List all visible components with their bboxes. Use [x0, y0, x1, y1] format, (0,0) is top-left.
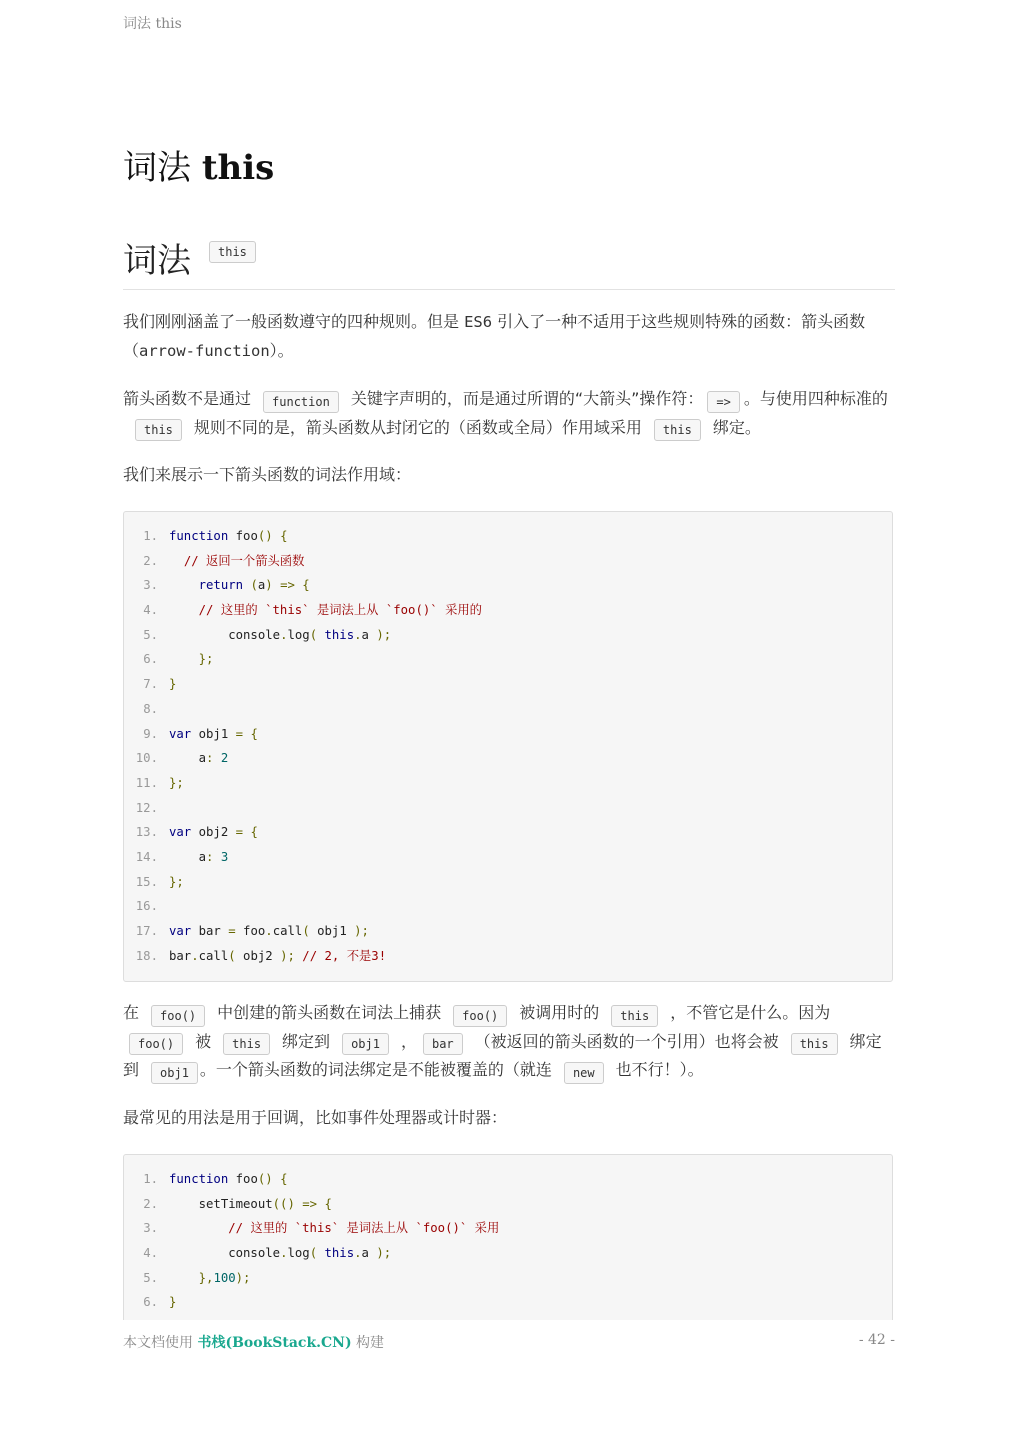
code-line: [124, 894, 892, 919]
line-number: 11.: [135, 775, 158, 790]
code-line: [124, 771, 892, 796]
code-text: var bar = foo.call( obj1 );: [169, 924, 369, 938]
code-line: [124, 524, 892, 549]
line-number: 5.: [143, 1270, 158, 1285]
inline-code: this: [654, 419, 701, 441]
section-heading-text: 词法: [123, 241, 191, 281]
code-line: [124, 647, 892, 672]
line-number: 3.: [143, 578, 158, 593]
line-number: 14.: [135, 849, 158, 864]
code-text: console.log( this.a );: [169, 1246, 392, 1261]
code-line: [124, 549, 892, 574]
code-block: [123, 1154, 893, 1320]
line-number: 9.: [143, 726, 158, 741]
line-number: 17.: [135, 924, 158, 938]
line-number: 7.: [143, 677, 158, 692]
line-number: 6.: [143, 652, 158, 667]
code-line: [124, 672, 892, 697]
code-line: [124, 1216, 892, 1241]
line-number: 18.: [135, 948, 158, 963]
inline-code: this: [223, 1033, 270, 1055]
code-text: };: [198, 652, 214, 667]
code-line: [124, 1167, 892, 1192]
inline-code: =>: [707, 391, 739, 413]
code-line: [124, 870, 892, 895]
code-text: bar.call( obj2 ); // 2, 不是3!: [169, 948, 387, 963]
code-text: var obj1 = {: [169, 726, 258, 741]
line-number: 2.: [143, 553, 158, 568]
line-number: 12.: [135, 800, 158, 815]
inline-code: new: [564, 1062, 604, 1084]
inline-code: foo(): [151, 1005, 205, 1027]
bookstack-link[interactable]: 书栈(BookStack.CN): [197, 1335, 352, 1351]
line-number: 6.: [143, 1295, 158, 1310]
code-text: a: 2: [169, 751, 229, 766]
code-line: [124, 1241, 892, 1266]
code-line: [124, 573, 892, 598]
code-line: [124, 697, 892, 722]
paragraph-capture: 在 foo() 中创建的箭头函数在词法上捕获 foo() 被调用时的 this ，不管它是什么。因为foo() 被 this 绑定到 obj1 ， bar （被返回的箭头函数的一个引用）也将会被 this 绑定到 obj1 。一个箭头函数的词法绑定是不能被覆盖的（就连 new 也不行！）。: [123, 999, 895, 1085]
code-text: // 返回一个箭头函数: [183, 553, 305, 568]
code-line: [124, 1290, 892, 1315]
paragraph-callback: 最常见的用法是用于回调，比如事件处理器或计时器：: [123, 1108, 508, 1127]
code-line: [124, 1266, 892, 1291]
line-number: 10.: [135, 751, 158, 766]
code-text: console.log( this.a );: [169, 627, 392, 642]
inline-code: bar: [423, 1033, 463, 1055]
code-text: }: [169, 677, 177, 692]
code-line: [124, 1192, 892, 1217]
line-number: 2.: [143, 1196, 158, 1211]
line-number: 5.: [143, 627, 158, 642]
inline-code: function: [263, 391, 339, 413]
line-number: 16.: [135, 899, 158, 914]
code-text: },100);: [198, 1270, 251, 1285]
code-text: var obj2 = {: [169, 825, 258, 840]
code-text: function foo() {: [169, 1172, 288, 1186]
code-line: [124, 796, 892, 821]
footer-credit: 本文档使用 书栈(BookStack.CN) 构建: [123, 1335, 385, 1351]
line-number: 13.: [135, 825, 158, 840]
line-number: 3.: [143, 1221, 158, 1236]
code-text: };: [169, 874, 184, 889]
code-text: }: [169, 1295, 177, 1310]
code-line: [124, 944, 892, 969]
line-number: 1.: [143, 1172, 158, 1186]
code-line: [124, 746, 892, 771]
paragraph-demo-intro: 我们来展示一下箭头函数的词法作用域：: [123, 465, 412, 484]
code-text: };: [169, 775, 184, 790]
line-number: 4.: [143, 603, 158, 618]
paragraph-intro: 我们刚刚涵盖了一般函数遵守的四种规则。但是 ES6 引入了一种不适用于这些规则特殊的函数：箭头函数（arrow-function）。: [123, 312, 866, 360]
inline-code: obj1: [342, 1033, 389, 1055]
running-header: 词法 this: [123, 16, 182, 32]
inline-code: foo(): [453, 1005, 507, 1027]
page-title: 词法 this: [123, 148, 275, 188]
inline-code: this: [611, 1005, 658, 1027]
code-line: [124, 623, 892, 648]
code-line: [124, 919, 892, 944]
line-number: 15.: [135, 874, 158, 889]
paragraph-arrow-function: 箭头函数不是通过 function 关键字声明的，而是通过所谓的“大箭头”操作符： => 。与使用四种标准的this 规则不同的是，箭头函数从封闭它的（函数或全局）作用域采用 this 绑定。: [123, 385, 895, 442]
code-line: [124, 845, 892, 870]
code-line: [124, 722, 892, 747]
inline-code: this: [209, 241, 256, 263]
inline-code: obj1: [151, 1062, 198, 1084]
line-number: 1.: [143, 529, 158, 543]
code-text: // 这里的 `this` 是词法上从 `foo()` 采用: [228, 1221, 500, 1236]
line-number: 4.: [143, 1246, 158, 1261]
inline-code: this: [791, 1033, 838, 1055]
inline-code: this: [135, 419, 182, 441]
page-number: - 42 -: [858, 1332, 895, 1348]
code-block: [123, 511, 893, 982]
code-text: a: 3: [169, 849, 229, 864]
code-text: function foo() {: [169, 529, 288, 543]
code-line: [124, 598, 892, 623]
line-number: 8.: [143, 701, 158, 716]
code-text: // 这里的 `this` 是词法上从 `foo()` 采用的: [198, 603, 482, 618]
code-text: setTimeout(() => {: [169, 1196, 332, 1211]
code-text: return (a) => {: [198, 578, 310, 593]
inline-code: foo(): [129, 1033, 183, 1055]
code-line: [124, 820, 892, 845]
section-heading: [123, 233, 895, 290]
